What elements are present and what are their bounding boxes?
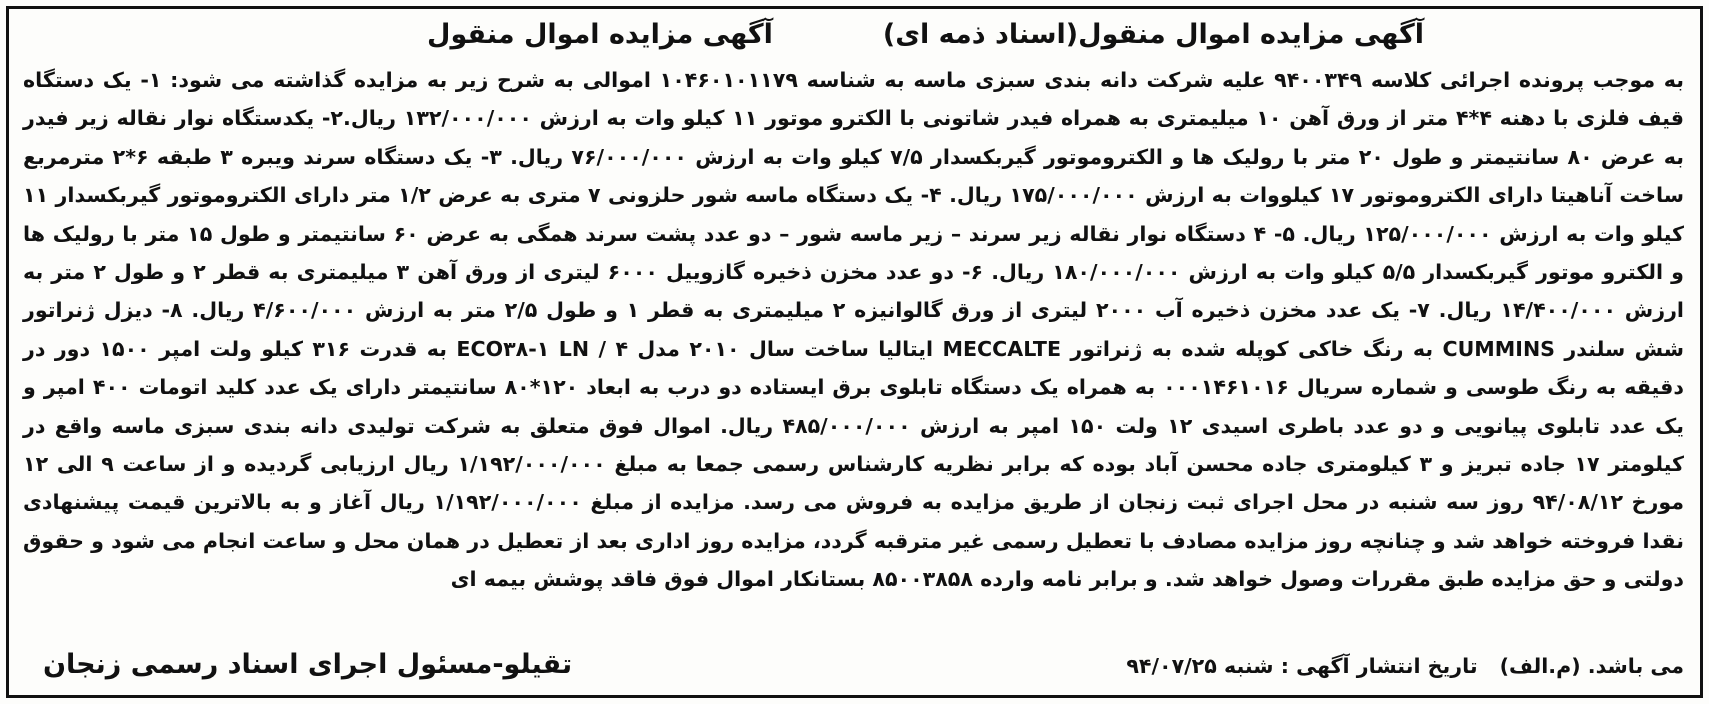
notice-frame: [6, 6, 1703, 698]
notice-footer: [23, 649, 1684, 689]
notice-signature: تقیلو-مسئول اجرای اسناد رسمی زنجان: [43, 649, 573, 680]
notice-body-text: به موجب پرونده اجرائی کلاسه ۹۴۰۰۳۴۹ علیه شرکت دانه بندی سبزی ماسه به شناسه ۱۰۴۶۰۱۰۱۱۷۹ اموالی به شرح زیر به مزایده گذاشته می شود: ۱- یک دستگاه قیف فلزی با دهنه ۴*۴ متر از ورق آهن ۱۰ میلیمتری به همراه فیدر شاتونی با الکترو موتور ۱۱ کیلو وات به ارزش ۱۳۲/۰۰۰/۰۰۰ ریال.۲- یکدستگاه نوار نقاله زیر فیدر به عرض ۸۰ سانتیمتر و طول ۲۰ متر با رولیک ها و الکتروموتور گیربکسدار ۷/۵ کیلو وات به ارزش ۷۶/۰۰۰/۰۰۰ ریال. ۳- یک دستگاه سرند ویبره ۳ طبقه ۶*۲ مترمربع ساخت آناهیتا دارای الکتروموتور ۱۷ کیلووات به ارزش ۱۷۵/۰۰۰/۰۰۰ ریال. ۴- یک دستگاه ماسه شور حلزونی ۷ متری به عرض ۱/۲ متر دارای الکتروموتور گیربکسدار ۱۱ کیلو وات به ارزش ۱۲۵/۰۰۰/۰۰۰ ریال. ۵- ۴ دستگاه نوار نقاله زیر سرند – زیر ماسه شور – دو عدد پشت سرند همگی به عرض ۶۰ سانتیمتر و طول ۱۵ متر با رولیک ها و الکترو موتور گیربکسدار ۵/۵ کیلو وات به ارزش ۱۸۰/۰۰۰/۰۰۰ ریال. ۶- دو عدد مخزن ذخیره گازوییل ۶۰۰۰ لیتری از ورق آهن ۳ میلیمتری به قطر ۲ و طول ۲ متر به ارزش ۱۴/۴۰۰/۰۰۰ ریال. ۷- یک عدد مخزن ذخیره آب ۲۰۰۰ لیتری از ورق گالوانیزه ۲ میلیمتری به قطر ۱ و طول ۲/۵ متر به ارزش ۴/۶۰۰/۰۰۰ ریال. ۸- دیزل ژنراتور شش سلندر CUMMINS به رنگ خاکی کوپله شده به ژنراتور MECCALTE ایتالیا ساخت سال ۲۰۱۰ مدل ۴ / ECO۳۸-۱ LN به قدرت ۳۱۶ کیلو ولت امپر ۱۵۰۰ دور در دقیقه به رنگ طوسی و شماره سریال ۰۰۰۱۴۶۱۰۱۶ به همراه یک دستگاه تابلوی برق ایستاده دو درب به ابعاد ۱۲۰*۸۰ سانتیمتر دارای یک عدد کلید اتومات ۴۰۰ امپر و یک عدد تابلوی پیانویی و دو عدد باطری اسیدی ۱۲ ولت ۱۵۰ امپر به ارزش ۴۸۵/۰۰۰/۰۰۰ ریال. اموال فوق متعلق به شرکت تولیدی دانه بندی سبزی ماسه واقع در کیلومتر ۱۷ جاده تبریز و ۳ کیلومتری جاده محسن آباد بوده که برابر نظریه کارشناس رسمی جمعا به مبلغ ۱/۱۹۲/۰۰۰/۰۰۰ ریال ارزیابی گردیده و از ساعت ۹ الی ۱۲ مورخ ۹۴/۰۸/۱۲ روز سه شنبه در محل اجرای ثبت زنجان از طریق مزایده به فروش می رسد. مزایده از مبلغ ۱/۱۹۲/۰۰۰/۰۰۰ ریال آغاز و به بالاترین قیمت پیشنهادی نقدا فروخته خواهد شد و چنانچه روز مزایده مصادف با تعطیل رسمی غیر مترقبه گردد، مزایده روز اداری بعد از تعطیل در همان محل و ساعت انجام می شود و حقوق دولتی و حق مزایده طبق مقررات وصول خواهد شد. و برابر نامه وارده ۸۵۰۰۳۸۵۸ بستانکار اموال فوق فاقد پوشش بیمه ای: [23, 68, 1685, 592]
notice-body: [23, 61, 1684, 599]
notice-title-main: آگهی مزایده اموال منقول(اسناد ذمه ای): [882, 19, 1424, 50]
notice-titles: [23, 17, 1684, 57]
notice-closing: می باشد. (م.الف): [1499, 654, 1684, 678]
notice-title-secondary: آگهی مزایده اموال منقول: [427, 19, 773, 50]
publish-date: تاریخ انتشار آگهی : شنبه ۹۴/۰۷/۲۵: [1126, 654, 1478, 678]
